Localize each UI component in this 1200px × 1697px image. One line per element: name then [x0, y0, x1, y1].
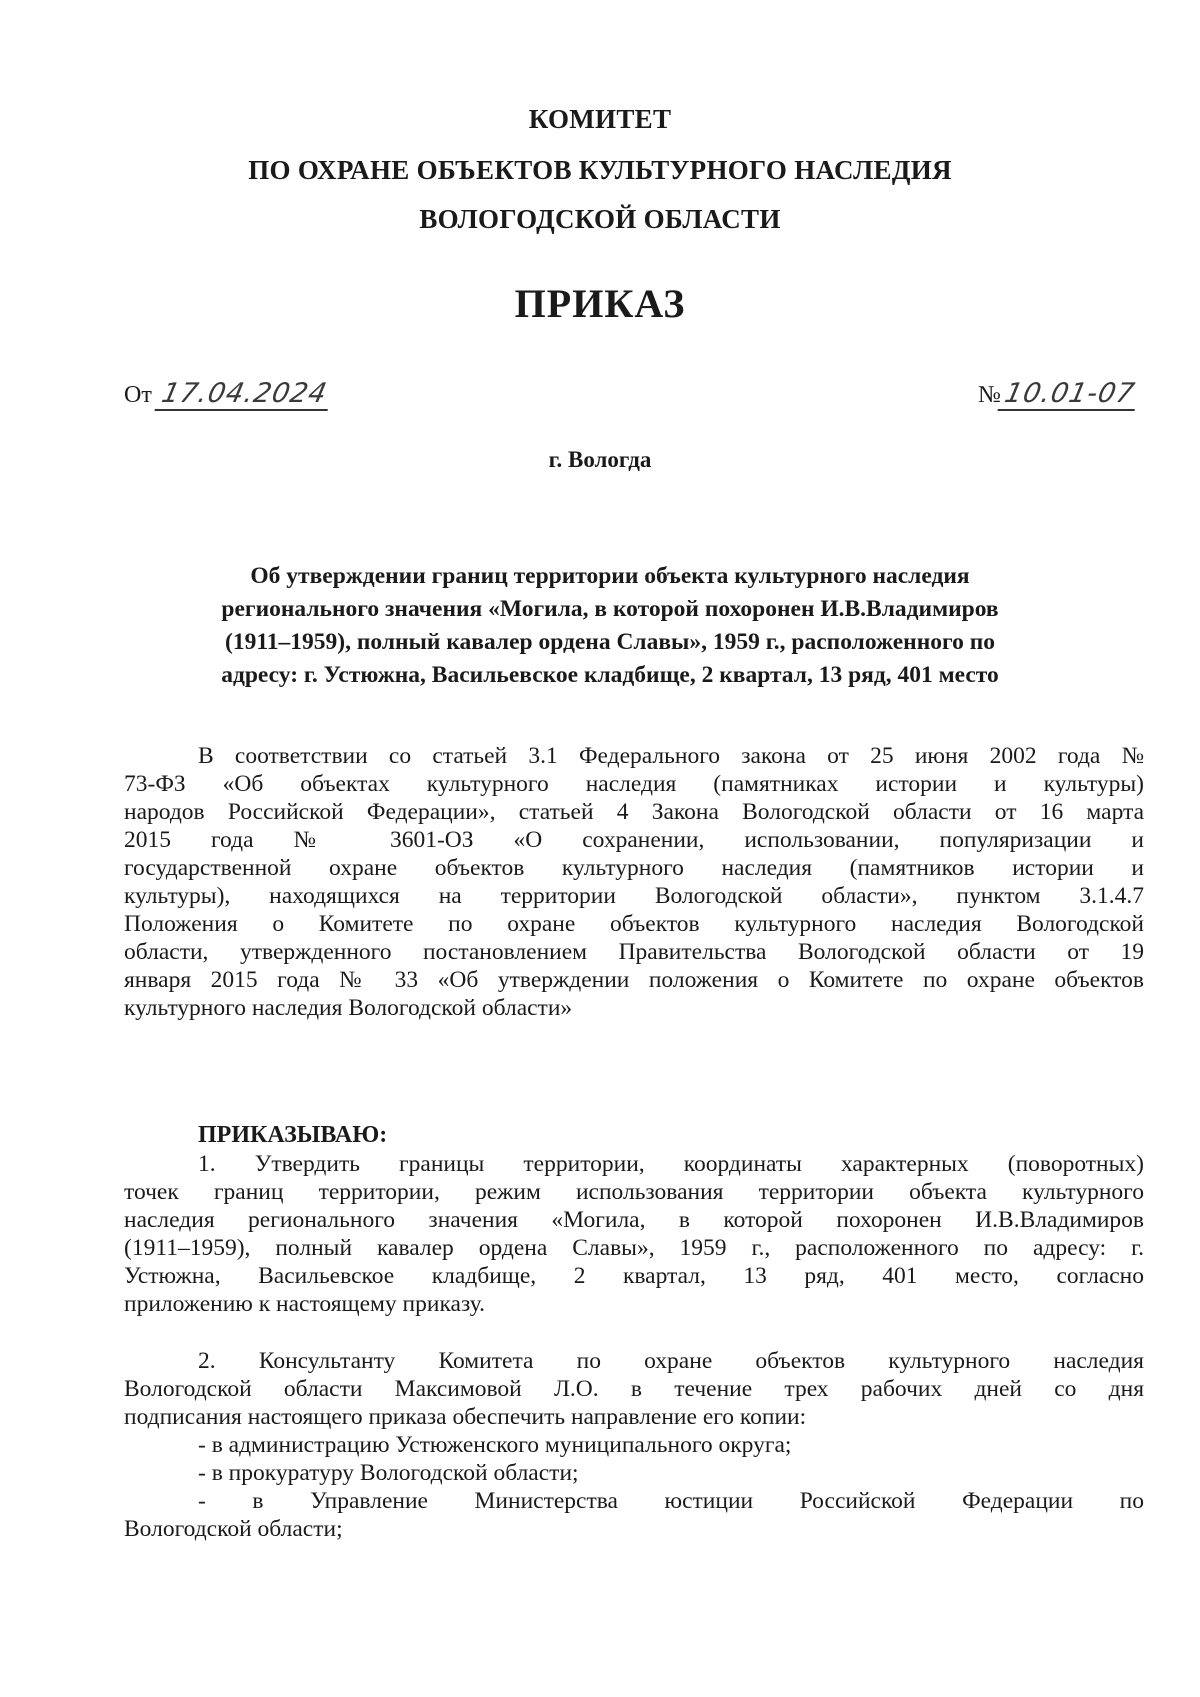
list-item: Вологодской области;	[124, 1516, 343, 1542]
preamble-paragraph	[124, 742, 1144, 1022]
order-item-1	[124, 1150, 1144, 1318]
title-line: адресу: г. Устюжна, Васильевское кладбище, 2 квартал, 13 ряд, 401 место	[221, 662, 999, 688]
handwritten-date: 17.04.2024	[154, 378, 334, 411]
number-prefix: №	[978, 382, 1001, 408]
text-line: Устюжна, Васильевское кладбище, 2 квартал, 13 ряд, 401 место, согласно	[124, 1263, 1144, 1289]
handwritten-number: 10.01-07	[997, 378, 1141, 411]
text-line: наследия регионального значения «Могила, в которой похоронен И.В.Владимиров	[124, 1207, 1144, 1233]
date-field	[124, 378, 330, 411]
text-line: 2. Консультанту Комитета по охране объектов культурного наследия	[198, 1348, 1144, 1374]
list-item: - в Управление Министерства юстиции Российской Федерации по	[198, 1488, 1144, 1514]
text-line: области, утвержденного постановлением Правительства Вологодской области от 19	[124, 939, 1144, 965]
org-name-line-3: ВОЛОГОДСКОЙ ОБЛАСТИ	[419, 204, 781, 234]
text-line: В соответствии со статьей 3.1 Федерального закона от 25 июня 2002 года №	[198, 743, 1144, 769]
recipient-list	[124, 1431, 1144, 1543]
text-line: января 2015 года № 33 «Об утверждении положения о Комитете по охране объектов	[124, 967, 1144, 993]
text-line: культуры), находящихся на территории Вологодской области», пунктом 3.1.4.7	[124, 883, 1144, 909]
text-line: 73-ФЗ «Об объектах культурного наследия (памятниках истории и культуры)	[124, 771, 1144, 797]
date-prefix: От	[124, 382, 152, 408]
document-type-heading: ПРИКАЗ	[514, 281, 686, 326]
list-item: - в администрацию Устюженского муниципального округа;	[198, 1432, 792, 1458]
city-name: г. Вологда	[548, 447, 652, 472]
text-line: (1911–1959), полный кавалер ордена Славы», 1959 г., расположенного по адресу: г.	[124, 1235, 1144, 1261]
title-line: (1911–1959), полный кавалер ордена Славы», 1959 г., расположенного по	[225, 629, 995, 655]
title-line: Об утверждении границ территории объекта культурного наследия	[250, 563, 970, 589]
text-line: Положения о Комитете по охране объектов культурного наследия Вологодской	[124, 911, 1144, 937]
text-line: 2015 года № 3601-ОЗ «О сохранении, использовании, популяризации и	[124, 827, 1144, 853]
text-line: точек границ территории, режим использования территории объекта культурного	[124, 1179, 1144, 1205]
text-line: приложению к настоящему приказу.	[124, 1291, 486, 1317]
text-line: подписания настоящего приказа обеспечить направление его копии:	[124, 1404, 807, 1430]
org-name-line-2: ПО ОХРАНЕ ОБЪЕКТОВ КУЛЬТУРНОГО НАСЛЕДИЯ	[248, 155, 952, 185]
number-field	[978, 378, 1138, 411]
text-line: государственной охране объектов культурного наследия (памятников истории и	[124, 855, 1144, 881]
order-item-2	[124, 1347, 1144, 1431]
org-name-line-1: КОМИТЕТ	[528, 104, 672, 134]
order-directive-heading: ПРИКАЗЫВАЮ:	[198, 1122, 388, 1148]
list-item: - в прокуратуру Вологодской области;	[198, 1460, 579, 1486]
title-line: регионального значения «Могила, в которой похоронен И.В.Владимиров	[221, 596, 999, 622]
text-line: Вологодской области Максимовой Л.О. в течение трех рабочих дней со дня	[124, 1376, 1144, 1402]
text-line: народов Российской Федерации», статьей 4 Закона Вологодской области от 16 марта	[124, 799, 1144, 825]
document-title	[150, 560, 1070, 692]
text-line: культурного наследия Вологодской области»	[124, 995, 573, 1021]
text-line: 1. Утвердить границы территории, координаты характерных (поворотных)	[198, 1151, 1144, 1177]
